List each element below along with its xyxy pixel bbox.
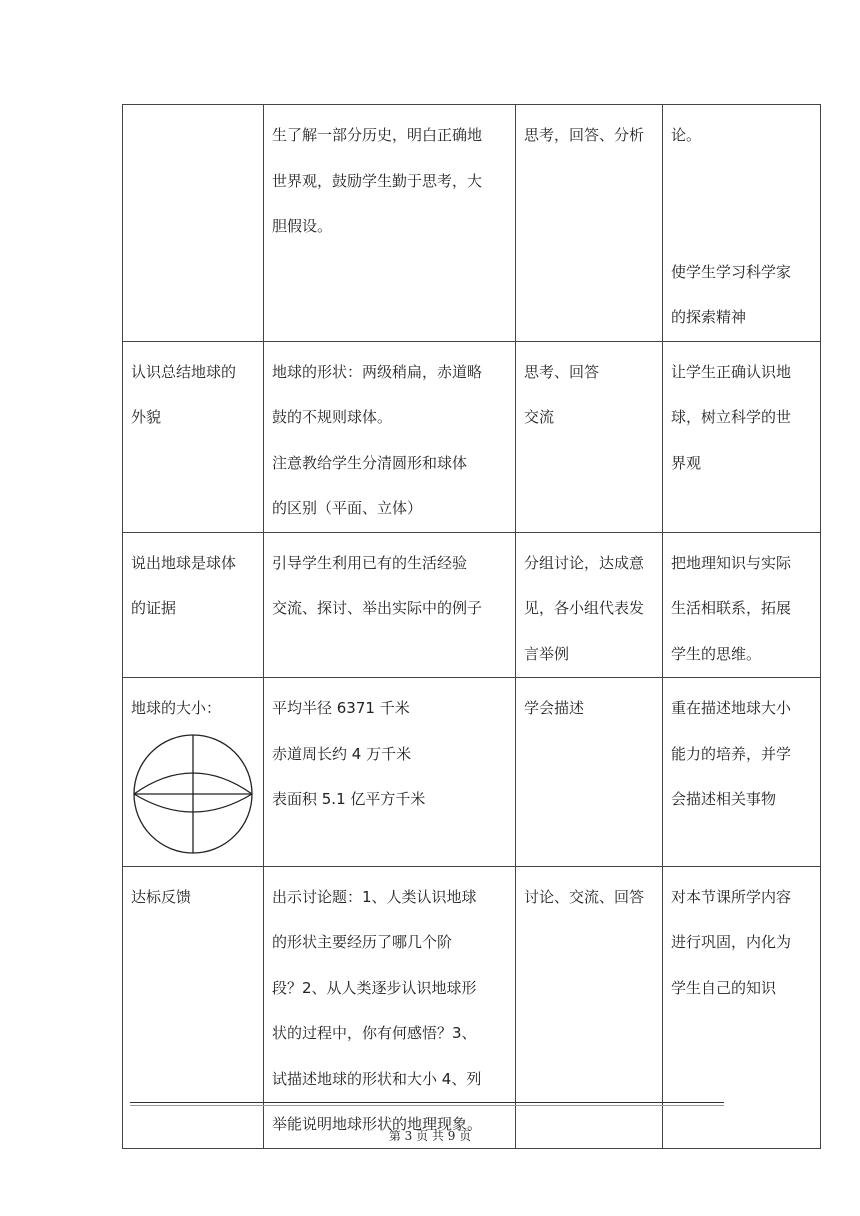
cell-design-intent: 把地理知识与实际 生活相联系，拓展 学生的思维。	[663, 532, 821, 678]
cell-student-activity: 思考，回答、分析	[516, 105, 663, 342]
cell-design-intent: 对本节课所学内容 进行巩固，内化为 学生自己的知识	[663, 866, 821, 1148]
cell-design-intent: 让学生正确认识地 球，树立科学的世 界观	[663, 341, 821, 532]
cell-topic: 认识总结地球的 外貌	[123, 341, 264, 532]
cell-topic: 达标反馈	[123, 866, 264, 1148]
table-row	[123, 105, 821, 342]
cell-topic	[123, 105, 264, 342]
cell-design-intent: 论。 使学生学习科学家 的探索精神	[663, 105, 821, 342]
cell-teacher-activity: 生了解一部分历史，明白正确地 世界观，鼓励学生勤于思考，大 胆假设。	[264, 105, 516, 342]
cell-student-activity: 讨论、交流、回答	[516, 866, 663, 1148]
globe-diagram	[131, 732, 255, 856]
cell-teacher-activity: 引导学生利用已有的生活经验 交流、探讨、举出实际中的例子	[264, 532, 516, 678]
lesson-plan-table	[122, 104, 821, 1149]
page-number: 第 3 页 共 9 页	[388, 1129, 472, 1143]
cell-student-activity: 分组讨论，达成意 见，各小组代表发 言举例	[516, 532, 663, 678]
cell-teacher-activity: 出示讨论题：1、人类认识地球 的形状主要经历了哪几个阶 段？2、从人类逐步认识地球形 状的过程中，你有何感悟？3、 试描述地球的形状和大小 4、列 举能说明地球形状的地理现象。	[264, 866, 516, 1148]
footer-divider-secondary	[130, 1105, 724, 1106]
cell-teacher-activity: 地球的形状：两级稍扁，赤道略 鼓的不规则球体。 注意教给学生分清圆形和球体 的区别（平面、立体）	[264, 341, 516, 532]
cell-topic: 地球的大小：	[123, 678, 264, 867]
cell-topic: 说出地球是球体 的证据	[123, 532, 264, 678]
table-row	[123, 341, 821, 532]
cell-student-activity: 思考、回答 交流	[516, 341, 663, 532]
cell-student-activity: 学会描述	[516, 678, 663, 867]
cell-teacher-activity: 平均半径 6371 千米 赤道周长约 4 万千米 表面积 5.1 亿平方千米	[264, 678, 516, 867]
table-row	[123, 532, 821, 678]
footer-divider	[130, 1102, 724, 1103]
table-row	[123, 678, 821, 867]
cell-design-intent: 重在描述地球大小 能力的培养，并学 会描述相关事物	[663, 678, 821, 867]
